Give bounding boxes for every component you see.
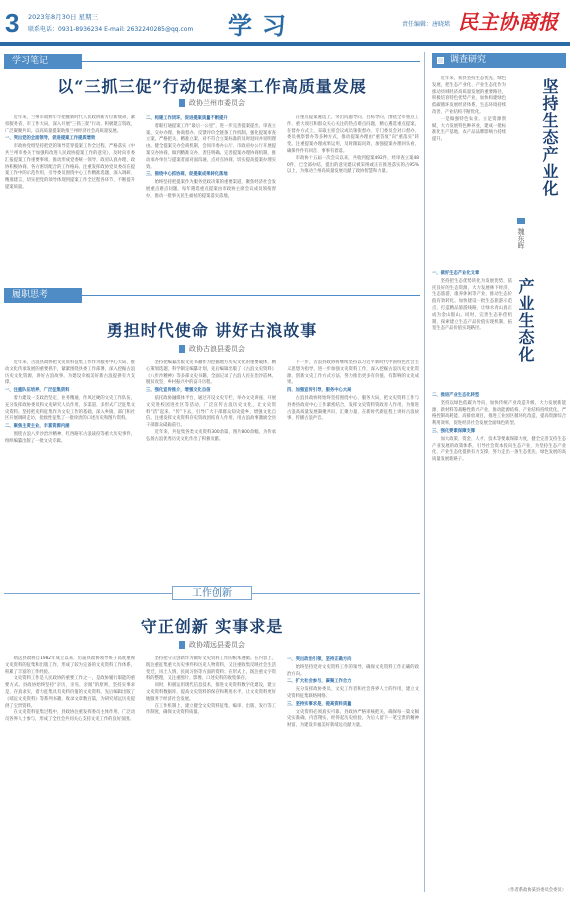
- header-rule: [0, 42, 570, 46]
- article2-byline: [0, 344, 424, 354]
- paragraph: 市政协党组坚持把党的领导贯穿提案工作全过程，严格落实《中共兰州市委关于加强和改进人民政协提案工作的意见》，及时向市委汇报提案工作重要事项，推动形成党委统一领导、政府认真办理、政协积极协商、各方密切配合的工作格局。注重发挥政协党员委员在提案工作中的示范作用，引导委员围绕中心工作精准选题、深入调研、精准建言，切实把党的领导体现到提案工作全过程各环节，不断提升提案质量。: [5, 144, 135, 190]
- paragraph: 市政协十五届一次会议以来，共收到提案492件，经审查立案480件，已全部办结，提出的意见建议被采纳或正在推进落实的占95%以上，为推动兰州高质量发展贡献了政协智慧和力量。: [287, 155, 419, 175]
- paragraph: 始终坚持党对文史资料工作的领导，确保文史资料工作正确的政治方向。: [287, 664, 419, 677]
- subheading: 二、推进产业生态化转型: [432, 393, 480, 398]
- paragraph: 围绕古浪八步沙治沙精神、红西路军古浪战役等重大历史事件，组织编纂出版了一批文史专辑。: [5, 431, 135, 444]
- byline-text: 政协兰州市委员会: [189, 99, 245, 107]
- paragraph: 文史资料工作是人民政协的重要工作之一，是政协履行职能的重要方式。县政协始终坚持“亲历、亲见、亲闻”的原则，坚持实事求是、存真求实，着力征集具有史料价值的文史资料。先后编辑出版了《靖远文史资料》等系列书籍，收录文章数百篇，为研究靖远历史提供了宝贵资料。: [5, 676, 135, 709]
- sidebar-bottom-text: [432, 392, 566, 882]
- byline-marker-icon: [179, 99, 185, 107]
- paragraph: 在重点提案遴选上，突出问题导向、目标导向，围绕全市重点工作、重大项目和群众关心关注的热点难点问题，精心遴选重点提案。在督办方式上，采取主席会议成员领衔督办、专门委员会对口督办、委员视察督办等多种方式，推动提案办理由“重答复”向“重落实”转变。注重提案办理成果运用，及时跟踪问效，加强提案办理回头看，确保件件有回音、事事有着落。: [287, 115, 419, 154]
- paragraph: 在工作机制上，建立健全文史资料征集、编审、出版、发行等工作制度，确保文史资料质量。: [146, 703, 276, 716]
- paragraph: 下一步，古浪县政协将继续坚持以习近平新时代中国特色社会主义思想为指导，进一步加强文史资料工作，深入挖掘古浪历史文化资源，创新文史工作方式方法，努力推出更多有价值、有影响的文史成果。: [287, 360, 419, 386]
- issue-date: 2023年8月30日 星期三: [28, 13, 99, 21]
- paragraph: 着力建设一支政治坚定、业务精通、作风过硬的文史工作队伍，充分发挥政协委员和文史研究人员作用，多渠道、多形式广泛征集文史资料。坚持把史料征集作为文史工作的基础，深入乡镇、部门和社区开展调研走访，抢救性征集了一批珍贵的口述历史和图片资料。: [5, 395, 135, 422]
- paragraph: 坚持把生态优势转化为发展优势，依托良好的生态资源，大力发展林下经济、生态旅游、康养休闲等产业，推动生态价值有效转化。加快建设一批生态旅游示范点，打造精品旅游线路，让绿水青山真正成为金山银山。同时，完善生态补偿机制，探索建立生态产品价值实现机制，拓宽生态产品价值实现路径。: [432, 278, 512, 332]
- subheading: 四、加强宣传引导，服务中心大局: [287, 388, 352, 394]
- subheading: 三、强化要素保障支撑: [432, 428, 475, 434]
- subheading: 一、突出政治引领，坚持正确方向: [287, 657, 352, 662]
- paragraph: 文史资料必须真实可靠，县政协严格审核把关，确保每一篇文稿史实准确、内容翔实，经得起历史检验，为后人留下一笔宝贵的精神财富，为建设幸福美好新靖远贡献力量。: [287, 709, 419, 729]
- subheading: 三、坚持实事求是，提高资料质量: [287, 701, 352, 707]
- article3-byline: [0, 640, 424, 650]
- paragraph: 始终坚持把提案作为服务党政决策的重要渠道，聚焦经济社会发展重点难点问题，每年遴选重点提案由市政协主席会议成员领衔督办，推动一批事关民生福祉的提案落实落地。: [146, 180, 276, 199]
- subheading: 二、聚焦主责主业，丰富资源内涵: [5, 424, 70, 430]
- band-study-notes: 学习笔记: [4, 54, 82, 69]
- column-divider: [424, 52, 425, 892]
- editor-credit: 责任编辑：唐晓珺: [402, 21, 451, 28]
- byline-text: 魏东晖: [517, 228, 525, 249]
- section-marker-icon: [437, 57, 444, 64]
- band-duty-thinking: 履职思考: [4, 288, 82, 303]
- paragraph: 近年来，兰州市政协牢牢把握新时代人民政协新方位新使命，紧扣服务省、市工作大局，深入开展“三抓三促”行动，积极建言资政，广泛凝聚共识，以高质量提案助推兰州经济社会高质量发展。: [5, 115, 135, 134]
- article1-col3: [287, 115, 419, 280]
- article2-col2: [146, 360, 276, 520]
- subheading: 二、扩大社会参与，凝聚工作合力: [287, 679, 352, 685]
- subheading: 一、突出党的全面领导，促进提案工作提质增效: [5, 136, 96, 142]
- article3-col1: [5, 656, 135, 888]
- byline-marker-icon: [179, 641, 185, 649]
- byline-text: 政协靖远县委员会: [189, 641, 245, 649]
- paragraph: 充分发挥政协委员、文史工作者和社会各界人士的作用，建立文史资料征集联络网络。: [287, 687, 419, 699]
- paragraph: 近年来，古浪县政协把文史资料征集工作作为服务中心大局、推动文化传承发展的重要抓手，紧紧围绕县委工作部署，深入挖掘古浪历史文化资源，讲好古浪故事，为建设幸福美好新古浪提供有力支撑。: [5, 360, 135, 386]
- paragraph: 古浪县政协将始终坚持围绕中心、服务大局，把文史资料工作与县委县政府中心工作紧密结合，发挥文史资料资政育人作用，为推进古浪高质量发展凝聚共识、汇聚力量，在新时代新征程上讲好古浪故事、传播古浪声音。: [287, 395, 419, 422]
- section-title: 学习: [228, 11, 296, 40]
- paragraph: 依托政协融媒体平台，通过开设文史专栏、举办文史讲座、开展文史进校园进社区等活动，广泛宣传古浪历史文化，让文史资料“活”起来、“传”下去，引导广大干部群众知史爱乡、增强文化自信。注重发挥文史资料存史资政团结育人作用，用古浪故事激励全县干部群众砥砺前行。: [146, 395, 276, 429]
- article1-col1: [5, 115, 135, 280]
- sidebar-mid-text: [432, 270, 512, 390]
- newspaper-logo: 民主协商报: [458, 10, 558, 34]
- subheading: 三、强化宣传推介，增强文化自信: [146, 388, 211, 394]
- paragraph: 坚持以绿色低碳为导向，加快传统产业改造升级，大力发展新能源、新材料等战略性新兴产业，推动能源结构、产业结构持续优化。严格控制高耗能、高排放项目，推进工业园区循环化改造，提高资源综合利用效率，促进经济社会发展全面绿色转型。: [432, 400, 566, 427]
- article3-col2: [146, 656, 276, 888]
- sidebar-byline: [516, 218, 526, 249]
- byline-marker-icon: [179, 345, 185, 353]
- sidebar-top-text: [432, 76, 506, 266]
- paragraph: 坚持把编纂出版文史书籍作为挖掘地方历史文化的重要载体，精心策划选题，科学制定编纂计划，先后编辑出版了《古浪文史资料》《八步沙精神》等多部文史书籍，全面记录了古浪人民在治沙造林、脱贫攻坚、乡村振兴中的奋斗历程。: [146, 360, 276, 386]
- subheading: 二、构建工作闭环，促进提案质量不断提升: [146, 116, 228, 121]
- article2-col3: [287, 360, 419, 520]
- paragraph: 一是做强特色农业。立足资源禀赋，大力发展特色种养业，建成一批标准化生产基地，农产品品牌影响力持续提升。: [432, 116, 506, 143]
- article3-col3: [287, 656, 419, 888]
- subheading: 一、做好生态产业化文章: [432, 271, 480, 276]
- paragraph: 着眼打通提案工作“最后一公里”，进一步完善提案提出、审查立案、交办办理、协商督办、反馈评价全链条工作机制。强化提案审查立案，严格把关、精准立案，对不符合立案标准的及时退回并说明理由。健全提案交办会商机制，会同市委办公厅、市政府办公厅开展提案交办协商，做到精准交办、责任明确。完善提案办理协商机制，推动承办单位与提案者面对面沟通、点对点协商，切实提高提案办理实效。: [146, 123, 276, 170]
- article1-byline: [0, 98, 424, 108]
- paragraph: 近年来，共征集各类文史资料300余篇、图片800余幅，为传承弘扬古浪优秀历史文化作出了积极贡献。: [146, 429, 276, 442]
- article2-title: 勇担时代使命 讲好古浪故事: [106, 321, 318, 340]
- article3-title: 守正创新 实事求是: [140, 617, 284, 636]
- paragraph: 坚持把守正创新作为做好文史资料工作的根本遵循。在内容上，既注重征集重大历史事件和历史人物资料，又注重收集反映社会生活变迁、风土人情、民间习俗等方面的资料；在形式上，既注重文字资料的整理，又注重图片、影像、口述史料的收集保存。: [146, 656, 276, 682]
- band-work-innovation: 工作创新: [172, 586, 252, 600]
- page-header: [0, 0, 570, 50]
- contact-info: 联系电话：0931-8936234 E-mail: 2632240285@qq.com: [28, 26, 194, 33]
- paragraph: 加大政策、资金、人才、技术等要素保障力度，健全完善支持生态产业发展的政策体系，引导社会资本投向生态产业，为坚持生态产业化、产业生态化提供有力支撑，努力走出一条生态优先、绿色发展的高质量发展新路子。: [432, 436, 566, 463]
- subheading: 三、围绕中心抓协商，促提案成果转化落地: [146, 172, 228, 178]
- sidebar-title-line2: 产业生态化: [516, 278, 535, 363]
- paragraph: 靖远县政协自1982年成立以来，历届县政协领导班子高度重视文史资料的征集和出版工作，形成了较为完备的文史资料工作体系，积累了丰富的工作经验。: [5, 656, 135, 675]
- article1-title: 以“三抓三促”行动促提案工作高质量发展: [57, 77, 367, 96]
- band-line: [82, 295, 420, 296]
- band-label: 调查研究: [450, 55, 487, 65]
- subheading: 一、注重队伍培养，广泛征集资料: [5, 388, 70, 394]
- paragraph: 同时，积极运用现代信息技术，推进文史资料数字化建设，建立文史资料数据库，提高文史资料的保存和利用水平，让文史资料更好地服务于经济社会发展。: [146, 683, 276, 702]
- page-number: 3: [5, 8, 20, 38]
- sidebar-title-line1: 坚持生态产业化: [540, 78, 559, 197]
- article1-col2: [146, 115, 276, 280]
- author-footnote: （作者系政协某县委员会委员）: [505, 888, 566, 893]
- band-line: [82, 61, 420, 62]
- article2-col1: [5, 360, 135, 520]
- byline-text: 政协古浪县委员会: [189, 345, 245, 353]
- paragraph: 近年来，我县坚持生态优先、绿色发展，把生态产业化、产业生态化作为推动县域经济高质量发展的重要路径，积极培育特色优势产业，加快构建绿色低碳循环发展经济体系，生态环境持续改善，产业结构不断优化。: [432, 76, 506, 115]
- byline-marker-icon: [517, 218, 525, 224]
- band-investigation: [432, 53, 566, 68]
- paragraph: 在文史资料征集过程中，县政协注重发挥委员主体作用，广泛动员各界人士参与，形成了全社会共同关心支持文史工作的良好氛围。: [5, 710, 135, 723]
